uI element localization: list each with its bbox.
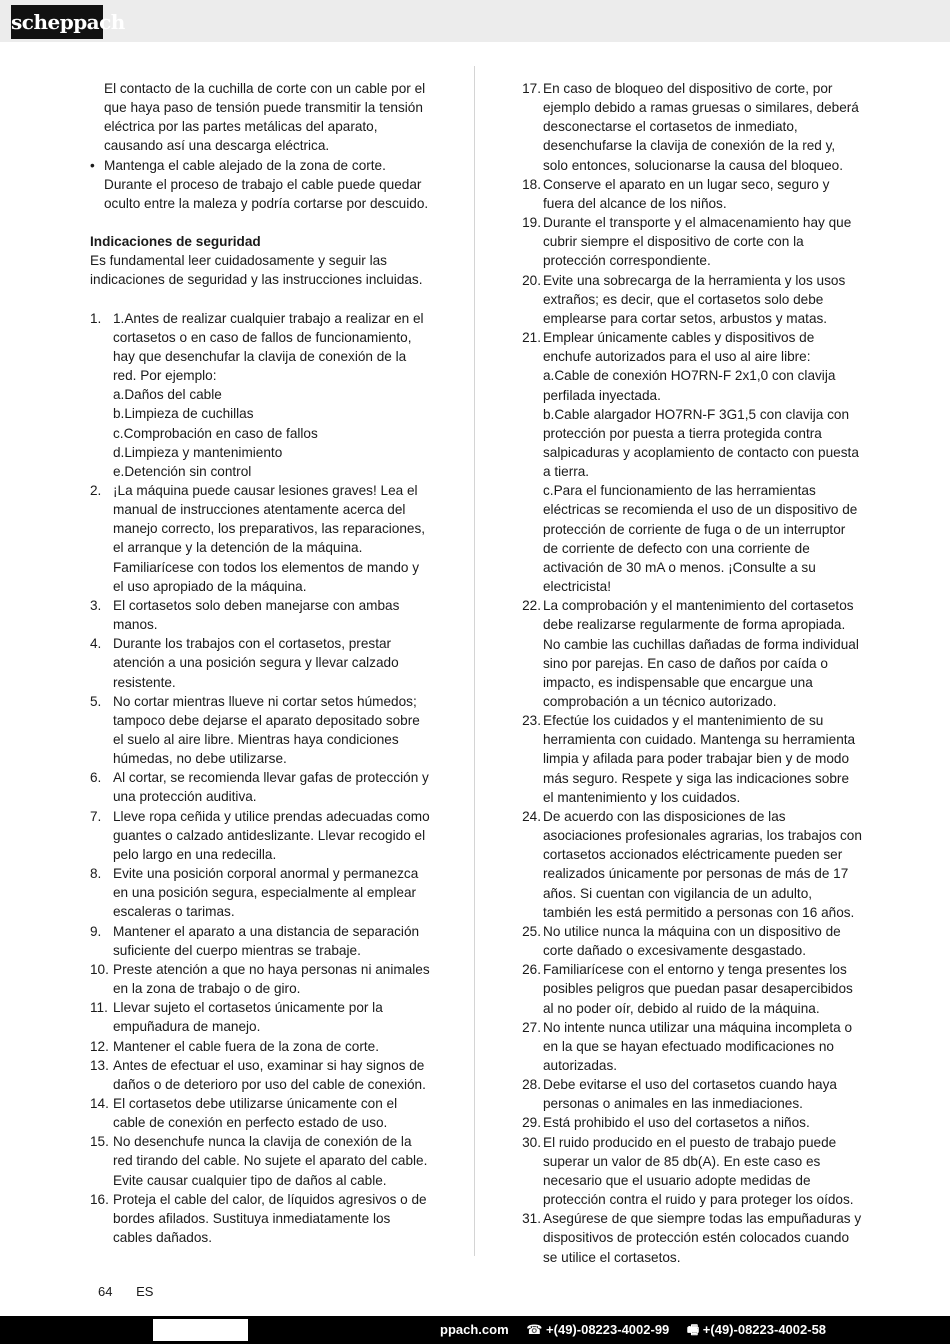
sub-item: c.Comprobación en caso de fallos bbox=[113, 425, 318, 441]
item-number: 2. bbox=[90, 482, 102, 498]
item-number: 26. bbox=[522, 962, 541, 978]
item-text: Conserve el aparato en un lugar seco, seguro y fuera del alcance de los niños. bbox=[543, 176, 830, 211]
list-item bbox=[90, 960, 430, 998]
list-item bbox=[90, 1037, 430, 1056]
list-item bbox=[90, 481, 430, 596]
bullet-icon: • bbox=[90, 157, 95, 173]
list-item bbox=[517, 1133, 862, 1210]
phone-text: ☎ +(49)-08223-4002-99 bbox=[526, 1322, 670, 1337]
item-text: Mantener el cable fuera de la zona de corte. bbox=[113, 1038, 380, 1054]
list-item bbox=[517, 1113, 862, 1132]
item-number: 18. bbox=[522, 176, 541, 192]
item-number: 15. bbox=[90, 1134, 109, 1150]
list-item bbox=[90, 807, 430, 864]
list-item bbox=[90, 1190, 430, 1247]
item-text: Lleve ropa ceñida y utilice prendas adecuadas como guantes o calzado antideslizante. Llevar recogido el pelo largo en una redecilla. bbox=[113, 808, 430, 862]
item-number: 5. bbox=[90, 693, 102, 709]
item-text: Está prohibido el uso del cortasetos a niños. bbox=[543, 1115, 810, 1131]
item-number: 20. bbox=[522, 272, 541, 288]
item-text: Evite una posición corporal anormal y permanezca en una posición segura, especialmente al emplear escaleras o tarimas. bbox=[113, 866, 419, 920]
page-number: 64 bbox=[98, 1284, 113, 1299]
item-text: Proteja el cable del calor, de líquidos agresivos o de bordes afilados. Sustituya inmediatamente los cables dañados. bbox=[113, 1191, 427, 1246]
sub-item: e.Detención sin control bbox=[113, 463, 252, 479]
list-item bbox=[90, 1056, 430, 1094]
item-number: 9. bbox=[90, 923, 102, 939]
item-number: 31. bbox=[522, 1211, 541, 1227]
item-text: El ruido producido en el puesto de trabajo puede superar un valor de 85 db(A). En este caso es necesario que el usuario adopte medidas de protección contra el ruido y para proteger los oídos. bbox=[543, 1134, 854, 1208]
list-item bbox=[517, 1075, 862, 1113]
list-item bbox=[517, 328, 862, 596]
item-text: Antes de efectuar el uso, examinar si hay signos de daños o de deterioro por uso del cable de conexión. bbox=[113, 1057, 426, 1092]
item-text: No desenchufe nunca la clavija de conexión de la red tirando del cable. No sujete el aparato del cable. Evite causar cualquier tipo de daños al cable. bbox=[113, 1134, 428, 1188]
brand-logo: scheppach bbox=[11, 5, 103, 39]
item-number: 6. bbox=[90, 770, 102, 786]
item-number: 23. bbox=[522, 713, 541, 729]
right-column bbox=[517, 79, 862, 1267]
list-item bbox=[90, 634, 430, 691]
item-number: 17. bbox=[522, 81, 541, 96]
item-text: Evite una sobrecarga de la herramienta y los usos extraños; es decir, que el cortasetos solo debe emplearse para cortar setos, arbustos y matas. bbox=[543, 272, 846, 326]
item-text: Efectúe los cuidados y el mantenimiento de su herramienta con cuidado. Mantenga su herramienta limpia y afilada para poder trabajar bien y de modo más seguro. Respete y siga las indicaciones sobre el mantenimiento y los cuidados. bbox=[543, 713, 856, 805]
item-number: 1. bbox=[90, 310, 102, 326]
list-item bbox=[517, 1018, 862, 1075]
item-number: 29. bbox=[522, 1115, 541, 1131]
item-number: 25. bbox=[522, 923, 541, 939]
item-number: 30. bbox=[522, 1134, 541, 1150]
item-text: Mantener el aparato a una distancia de separación suficiente del cuerpo mientras se trabaje. bbox=[113, 923, 420, 958]
item-text: No cortar mientras llueve ni cortar setos húmedos; tampoco debe dejarse el aparato depositado sobre el suelo al aire libre. Mientras haya condiciones húmedas, no debe utilizarse. bbox=[113, 693, 420, 767]
item-number: 28. bbox=[522, 1077, 541, 1093]
item-number: 22. bbox=[522, 598, 541, 614]
list-item bbox=[517, 79, 862, 175]
list-item bbox=[90, 692, 430, 769]
item-text: Durante los trabajos con el cortasetos, prestar atención a una posición segura y llevar calzado resistente. bbox=[113, 636, 399, 690]
list-item bbox=[517, 1209, 862, 1266]
list-item bbox=[90, 998, 430, 1036]
item-number: 21. bbox=[522, 330, 541, 346]
item-number: 7. bbox=[90, 808, 102, 824]
list-item bbox=[90, 922, 430, 960]
sub-item: c.Para el funcionamiento de las herramientas eléctricas se recomienda el uso de un dispositivo de protección de corriente de fuga o de un interruptor de corriente de defecto con una corriente de activación de 30 mA o menos. ¡Consulte a su electricista! bbox=[543, 483, 858, 595]
footer-contact bbox=[440, 1320, 840, 1340]
safety-list-right bbox=[517, 79, 862, 1267]
item-number: 12. bbox=[90, 1038, 109, 1054]
item-text: La comprobación y el mantenimiento del cortasetos debe realizarse regularmente de forma apropiada. No cambie las cuchillas dañadas de forma individual sino por parejas. En caso de daños por caída o impacto, es indispensable que encargue una comprobación a un técnico autorizado. bbox=[543, 598, 859, 709]
sub-item: a.Daños del cable bbox=[113, 387, 222, 403]
list-item bbox=[517, 960, 862, 1017]
sub-item: b.Limpieza de cuchillas bbox=[113, 406, 254, 422]
item-text: El cortasetos solo deben manejarse con ambas manos. bbox=[113, 597, 400, 633]
list-item bbox=[517, 213, 862, 270]
sub-item: a.Cable de conexión HO7RN-F 2x1,0 con clavija perfilada inyectada. bbox=[543, 368, 836, 403]
item-text: Al cortar, se recomienda llevar gafas de protección y una protección auditiva. bbox=[113, 770, 429, 805]
item-number: 27. bbox=[522, 1019, 541, 1035]
item-text: Asegúrese de que siempre todas las empuñaduras y dispositivos de protección estén colocados cuando se utilice el cortasetos. bbox=[543, 1211, 862, 1265]
item-text: Preste atención a que no haya personas ni animales en la zona de trabajo o de giro. bbox=[113, 961, 430, 997]
list-item bbox=[517, 711, 862, 807]
item-text: 1.Antes de realizar cualquier trabajo a realizar en el cortasetos o en caso de fallos de funcionamiento, hay que desenchufar la clavija de conexión de la red. Por ejemplo: bbox=[113, 310, 424, 384]
item-text: Debe evitarse el uso del cortasetos cuando haya personas o animales en las inmediaciones. bbox=[543, 1077, 837, 1112]
item-number: 14. bbox=[90, 1095, 109, 1111]
fax-text: 🖷 +(49)-08223-4002-58 bbox=[686, 1322, 827, 1337]
section-intro: Es fundamental leer cuidadosamente y seguir las indicaciones de seguridad y las instrucciones incluidas. bbox=[90, 253, 423, 288]
item-text: No utilice nunca la máquina con un dispositivo de corte dañado o excesivamente desgastado. bbox=[543, 923, 841, 959]
language-code: ES bbox=[136, 1284, 154, 1299]
list-item bbox=[517, 922, 862, 960]
bullet-item bbox=[90, 156, 430, 213]
item-text: No intente nunca utilizar una máquina incompleta o en la que se hayan efectuado modificaciones no autorizadas. bbox=[543, 1019, 853, 1073]
list-item bbox=[517, 596, 862, 711]
list-item bbox=[90, 864, 430, 921]
item-number: 19. bbox=[522, 215, 541, 231]
item-number: 8. bbox=[90, 866, 102, 882]
footer-blank-box bbox=[153, 1319, 248, 1341]
item-number: 10. bbox=[90, 961, 109, 977]
list-item bbox=[90, 1132, 430, 1189]
sub-item: b.Cable alargador HO7RN-F 3G1,5 con clavija con protección por puesta a tierra protegida contra salpicaduras y acoplamiento de contacto con puesta a tierra. bbox=[543, 406, 859, 480]
header-bar bbox=[0, 0, 950, 42]
item-number: 3. bbox=[90, 597, 102, 613]
safety-list-left bbox=[90, 309, 430, 1248]
list-item bbox=[517, 807, 862, 922]
item-text: Familiarícese con el entorno y tenga presentes los posibles peligros que puedan pasar desapercibidos al no poder oír, debido al ruido de la máquina. bbox=[543, 962, 853, 1016]
item-text: En caso de bloqueo del dispositivo de corte, por ejemplo debido a ramas gruesas o similares, deberá desconectarse el cortasetos de inmediato, desenchufarse la clavija de conexión de la red y, solo entonces, solucionarse la causa del bloqueo. bbox=[543, 81, 859, 173]
item-number: 11. bbox=[90, 1000, 108, 1016]
item-number: 4. bbox=[90, 636, 102, 652]
website-text: ppach.com bbox=[440, 1322, 509, 1337]
item-number: 24. bbox=[522, 808, 541, 824]
sub-item: d.Limpieza y mantenimiento bbox=[113, 444, 283, 460]
item-text: Emplear únicamente cables y dispositivos de enchufe autorizados para el uso al aire libre: bbox=[543, 330, 815, 365]
list-item bbox=[90, 768, 430, 806]
bullet-text: Mantenga el cable alejado de la zona de corte. Durante el proceso de trabajo el cable puede quedar oculto entre la maleza y podría cortarse por descuido. bbox=[104, 157, 429, 211]
list-item bbox=[90, 309, 430, 481]
item-number: 13. bbox=[90, 1057, 109, 1073]
intro-paragraph: El contacto de la cuchilla de corte con un cable por el que haya paso de tensión puede transmitir la tensión eléctrica por las partes metálicas del aparato, causando así una descarga eléctrica. bbox=[104, 81, 426, 154]
item-number: 16. bbox=[90, 1191, 109, 1207]
list-item bbox=[517, 175, 862, 213]
item-text: Llevar sujeto el cortasetos únicamente por la empuñadura de manejo. bbox=[113, 1000, 383, 1035]
list-item bbox=[517, 271, 862, 328]
section-heading: Indicaciones de seguridad bbox=[90, 234, 261, 250]
page-footer bbox=[98, 1284, 153, 1299]
item-text: De acuerdo con las disposiciones de las asociaciones profesionales agrarias, los trabajos con cortasetos accionados eléctricamente pueden ser realizados únicamente por personas de más de 17 años. Si cuentan con vigilancia de un adulto, también les está permitido a personas con 16 años. bbox=[543, 808, 862, 920]
left-column bbox=[90, 79, 430, 1247]
item-text: ¡La máquina puede causar lesiones graves! Lea el manual de instrucciones atentamente acerca del manejo correcto, los preparativos, las reparaciones, el arranque y la detención de la máquina. Familiarícese con todos los elementos de mando y el uso apropiado de la máquina. bbox=[113, 482, 426, 594]
item-text: El cortasetos debe utilizarse únicamente con el cable de conexión en perfecto estado de uso. bbox=[113, 1095, 398, 1131]
list-item bbox=[90, 596, 430, 634]
list-item bbox=[90, 1094, 430, 1132]
item-text: Durante el transporte y el almacenamiento hay que cubrir siempre el dispositivo de corte con la protección correspondiente. bbox=[543, 215, 852, 269]
column-divider bbox=[474, 66, 475, 1256]
